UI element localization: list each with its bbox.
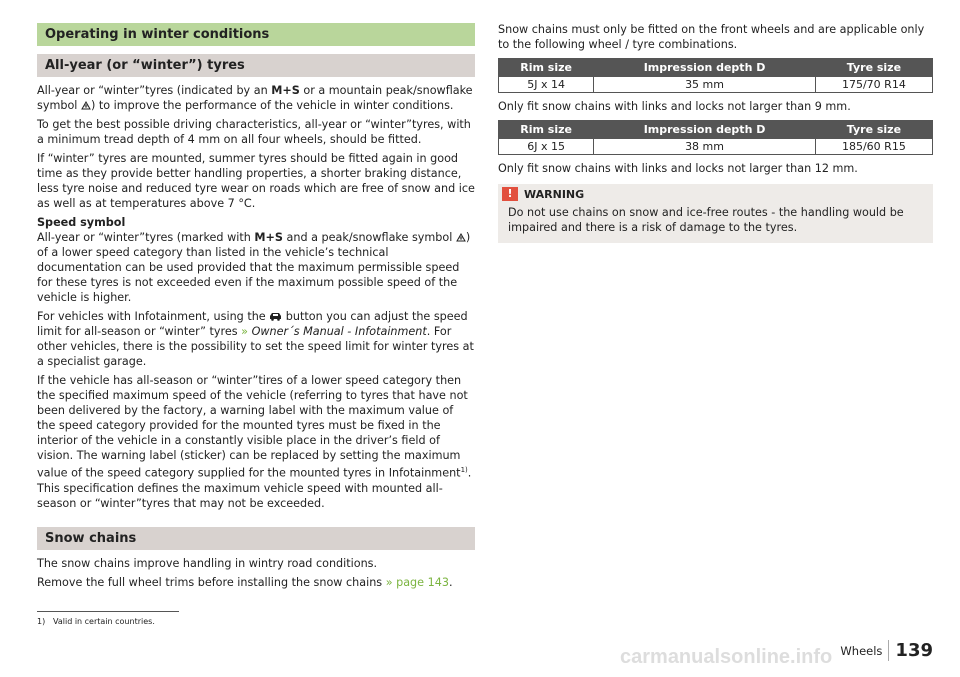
header-tyre-size: Tyre size: [815, 121, 932, 139]
footnote-text: Valid in certain countries.: [53, 617, 155, 626]
footer-section-name: Wheels: [840, 643, 883, 658]
paragraph-snow-chains-handling: The snow chains improve handling in wintry road conditions.: [37, 556, 378, 570]
paragraph-tyre-indication: All-year or “winter”tyres (indicated by an M+S or a mountain peak/snowflake symbol ) to improve the performance of the vehicle in winter conditions.: [37, 84, 473, 112]
header-rim-size: Rim size: [499, 59, 594, 77]
owners-manual-reference: Owner´s Manual - Infotainment: [251, 325, 427, 338]
table-row: [499, 77, 933, 93]
header-impression-depth: Impression depth D: [594, 59, 816, 77]
paragraph-infotainment: For vehicles with Infotainment, using the button you can adjust the speed limit for all-season or “winter” tyres » Owner´s Manual - Infotainment. For other vehicles, there is the possibility to set the speed limit for winter tyres at a specialist garage.: [37, 310, 474, 368]
table-row: [499, 139, 933, 155]
warning-text: Do not use chains on snow and ice-free routes - the handling would be impaired and there is a risk of damage to the tyres.: [508, 206, 904, 234]
warning-title: WARNING: [524, 187, 585, 201]
footnote-divider: [37, 611, 179, 612]
wheel-combination-table-2: [498, 120, 933, 155]
cell-impression-depth: 38 mm: [594, 139, 816, 155]
footnote-marker: 1): [460, 466, 468, 474]
paragraph-wheel-trims: Remove the full wheel trims before installing the snow chains » page 143.: [37, 575, 453, 589]
cell-rim-size: 5J x 14: [499, 77, 594, 93]
table-header-row: [499, 121, 933, 139]
section-heading-winter: Operating in winter conditions: [37, 23, 475, 46]
paragraph-summer-tyres: If “winter” tyres are mounted, summer tyres should be fitted again in good time as they provide better handling properties, a shorter braking distance, less tyre noise and reduced tyre wear on roads which are free of snow and ice as well as at temperatures above 7 °C.: [37, 152, 475, 210]
cell-tyre-size: 185/60 R15: [815, 139, 932, 155]
cell-rim-size: 6J x 15: [499, 139, 594, 155]
warning-header: [498, 186, 933, 202]
header-tyre-size: Tyre size: [815, 59, 932, 77]
paragraph-chain-intro: Snow chains must only be fitted on the front wheels and are applicable only to the following wheel / tyre combinations.: [498, 23, 925, 51]
car-icon: [269, 311, 282, 321]
header-rim-size: Rim size: [499, 121, 594, 139]
watermark: carmanualsonline.info: [620, 646, 833, 668]
paragraph-speed-symbol: All-year or “winter”tyres (marked with M+S and a peak/snowflake symbol ) of a lower speed category than listed in the vehicle’s technical documentation can be used provided that the maximum permissible speed for these tyres is not exceeded even if the maximum possible speed of the vehicle is higher.: [37, 231, 471, 304]
cell-impression-depth: 35 mm: [594, 77, 816, 93]
page-143-link[interactable]: » page 143: [385, 575, 449, 589]
section-heading-snow-chains: Snow chains: [37, 527, 475, 550]
snowflake-mountain-icon: [81, 100, 91, 110]
snowflake-mountain-icon: [456, 232, 466, 242]
page-number: 139: [888, 640, 933, 661]
subheading-all-year-tyres: All-year (or “winter”) tyres: [37, 54, 475, 77]
right-column: [498, 22, 933, 243]
speed-symbol-title: Speed symbol: [37, 216, 126, 229]
note-chain-links-12mm: Only fit snow chains with links and locks not larger than 12 mm.: [498, 162, 858, 175]
cell-tyre-size: 175/70 R14: [815, 77, 932, 93]
header-impression-depth: Impression depth D: [594, 121, 816, 139]
left-column: [37, 23, 475, 594]
warning-box: [498, 184, 933, 243]
paragraph-warning-label: If the vehicle has all-season or “winter”tires of a lower speed category then the specified maximum speed of the vehicle (referring to tyres that have not been delivered by the factory, a warning label with the maximum value of the speed category provided for the mounted tyres must be fixed in the interior of the vehicle in a constantly visible place in the driver’s field of vision. The warning label (sticker) can be replaced by setting the maximum value of the speed category supplied for the mounted tyres in Infotainment$^{1)}$. This specification defines the maximum vehicle speed with mounted all-season or “winter”tyres that may not be exceeded.: [37, 374, 472, 510]
note-chain-links-9mm: Only fit snow chains with links and locks not larger than 9 mm.: [498, 100, 851, 113]
table-header-row: [499, 59, 933, 77]
footnote-number: 1): [37, 617, 46, 626]
page-footer: [840, 640, 933, 661]
wheel-combination-table-1: [498, 58, 933, 93]
warning-icon: !: [502, 187, 518, 201]
footnote: [37, 617, 155, 626]
paragraph-tread-depth: To get the best possible driving characteristics, all-year or “winter”tyres, with a minimum tread depth of 4 mm on all four wheels, should be fitted.: [37, 118, 471, 146]
